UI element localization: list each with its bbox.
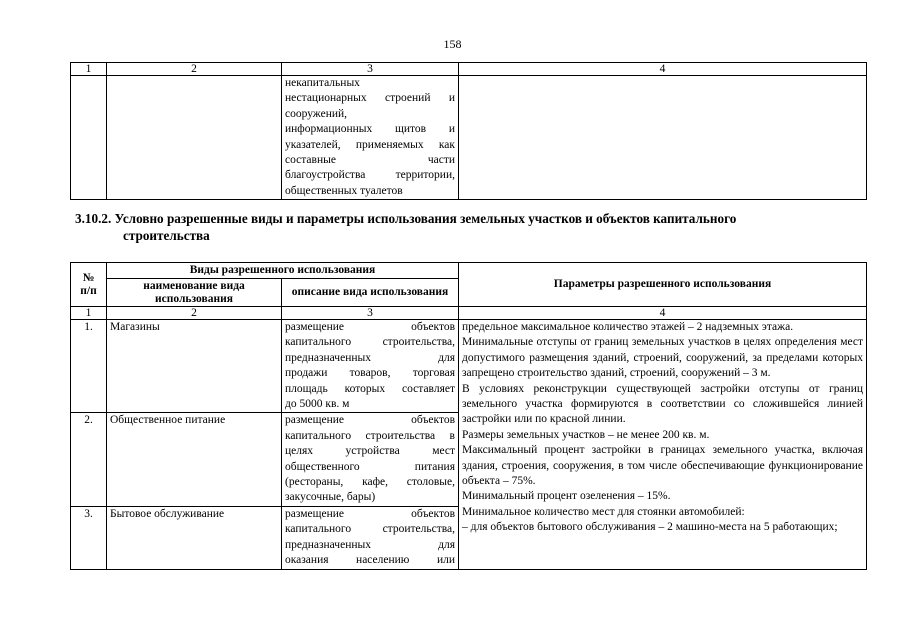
desc-line: информационных щитов и: [285, 123, 455, 136]
section-number: 3.10.2.: [75, 211, 112, 226]
row-desc: [282, 506, 459, 569]
desc-line: (рестораны, кафе, столовые,: [285, 476, 455, 489]
desc-line: целях устройства мест: [285, 445, 455, 458]
col-num-4: 4: [459, 307, 867, 320]
section-title: [75, 210, 865, 244]
column-number-row: [71, 307, 867, 320]
desc-line: капитального строительства,: [285, 523, 455, 536]
desc-line: капитального строительства,: [285, 336, 455, 349]
section-title-line2: строительства: [123, 228, 210, 243]
section-title-line1: Условно разрешенные виды и параметры использования земельных участков и объектов капитального: [114, 211, 737, 226]
page-number: 158: [443, 37, 462, 51]
desc-line: капитального строительства в: [285, 429, 455, 442]
col-num-3: 3: [282, 307, 459, 320]
num-cell: [71, 76, 107, 200]
desc-line: общественных туалетов: [285, 184, 403, 197]
header-group: Виды разрешенного использования: [107, 263, 459, 279]
header-num: № п/п: [71, 263, 107, 307]
row-name: Магазины: [107, 320, 282, 413]
desc-line: указателей, применяемых как: [285, 138, 455, 151]
col-num-2: 2: [107, 307, 282, 320]
param-line: Размеры земельных участков – не менее 200 кв. м.: [462, 428, 710, 441]
desc-line: общественного питания: [285, 460, 455, 473]
param-line: Максимальный процент застройки в границах земельного участка, включая здания, строения, сооружения, в том числе обеспечивающие функционирование объекта – 75%.: [462, 444, 863, 488]
desc-line: до 5000 кв. м: [285, 398, 350, 411]
param-line: предельное максимальное количество этажей – 2 надземных этажа.: [462, 321, 794, 333]
params-cell: [459, 76, 867, 200]
table-row: [71, 320, 867, 413]
col-num-3: 3: [282, 63, 459, 76]
desc-line: оказания населению или: [285, 554, 455, 567]
param-line: Минимальное количество мест для стоянки автомобилей:: [462, 505, 745, 518]
desc-line: сооружений,: [285, 107, 348, 120]
params-text: [459, 320, 867, 570]
table-row: [71, 76, 867, 200]
desc-line: предназначенных для: [285, 351, 455, 364]
desc-line: предназначенных для: [285, 538, 455, 551]
desc-line: размещение объектов: [285, 414, 455, 427]
header-row-1: [71, 263, 867, 279]
col-num-1: 1: [71, 63, 107, 76]
continuation-table: [70, 62, 867, 200]
col-num-1: 1: [71, 307, 107, 320]
column-number-row: [71, 63, 867, 76]
permitted-use-table: [70, 262, 867, 570]
param-line: – для объектов бытового обслуживания – 2 машино-места на 5 работающих;: [462, 521, 838, 534]
desc-line: благоустройства территории,: [285, 169, 455, 182]
row-name: Общественное питание: [107, 413, 282, 506]
row-num: 3.: [71, 506, 107, 569]
header-params: Параметры разрешенного использования: [459, 263, 867, 307]
desc-cell: [282, 76, 459, 200]
row-num: 1.: [71, 320, 107, 413]
desc-line: некапитальных: [285, 77, 360, 89]
row-name: Бытовое обслуживание: [107, 506, 282, 569]
desc-line: размещение объектов: [285, 321, 455, 333]
desc-line: продажи товаров, торговая: [285, 367, 455, 380]
desc-line: нестационарных строений и: [285, 92, 455, 105]
row-num: 2.: [71, 413, 107, 506]
param-line: Минимальный процент озеленения – 15%.: [462, 490, 671, 503]
desc-line: составные части: [285, 154, 455, 167]
desc-line: закусочные, бары): [285, 491, 376, 504]
header-name: наименование вида использования: [107, 279, 282, 307]
name-cell: [107, 76, 282, 200]
col-num-4: 4: [459, 63, 867, 76]
param-line: Минимальные отступы от границ земельных участков в целях определения мест допустимого размещения зданий, строений, сооружений, за пределами которых запрещено строительство зданий, строений, сооружений – 3 м.: [462, 336, 863, 380]
desc-line: площадь которых составляет: [285, 382, 455, 395]
col-num-2: 2: [107, 63, 282, 76]
row-desc: [282, 413, 459, 506]
param-line: В условиях реконструкции существующей застройки отступы от границ земельного участка формируются в соответствии со сложившейся линией застройки или по красной линии.: [462, 382, 863, 426]
row-desc: [282, 320, 459, 413]
desc-line: размещение объектов: [285, 507, 455, 520]
header-desc: описание вида использования: [282, 279, 459, 307]
